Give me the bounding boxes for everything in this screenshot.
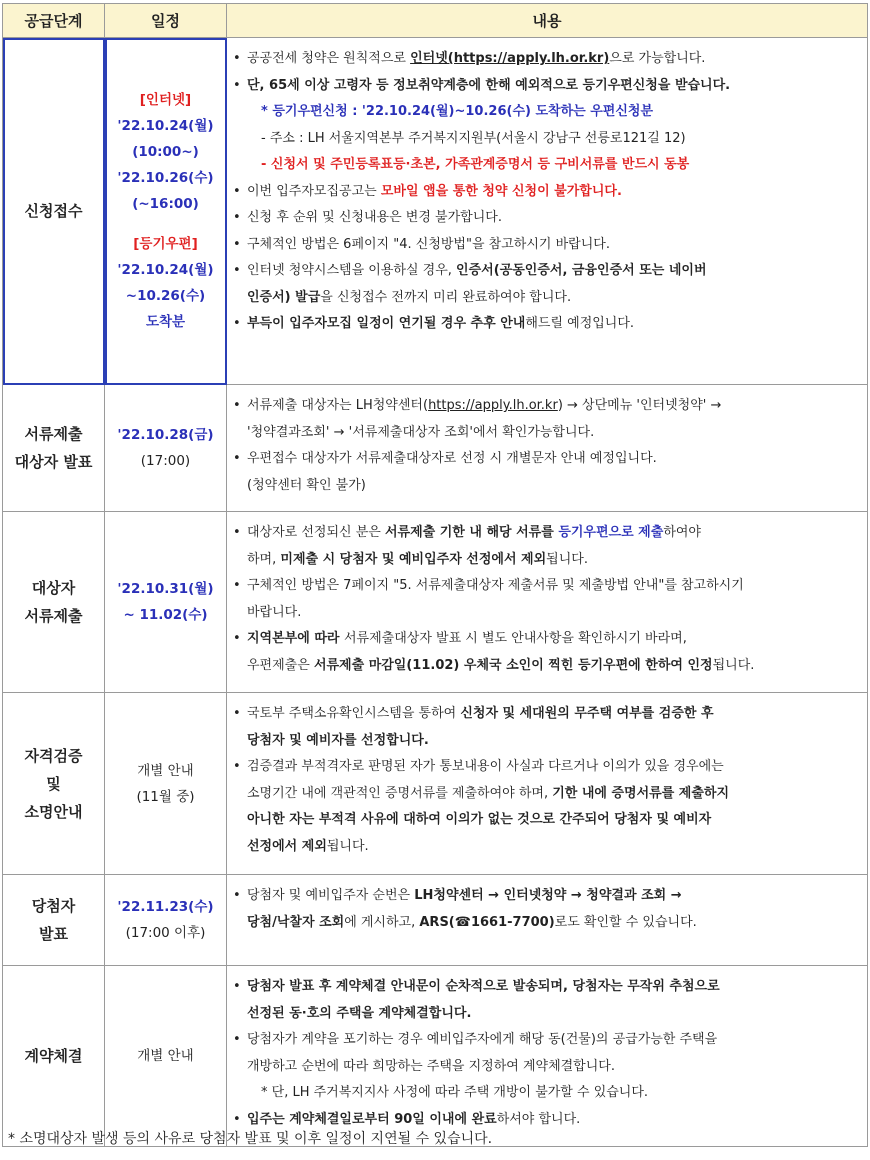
date-line: '22.10.28(금) — [117, 427, 214, 443]
stage-label: 소명안내 — [24, 802, 83, 821]
header-date: 일정 — [105, 4, 227, 38]
list-item: • 신청 후 순위 및 신청내용은 변경 불가합니다. — [233, 210, 502, 225]
table-row — [3, 385, 868, 512]
header-content: 내용 — [227, 4, 868, 38]
list-item: • 검증결과 부적격자로 판명된 자가 통보내용이 사실과 다르거나 이의가 있을 경우에는 소명기간 내에 객관적인 증명서류를 제출하여야 하며, 기한 내에 증명서류를 제출하지 아니한 자는 부적격 사유에 대하여 이의가 없는 것으로 간주되어 당첨자 및 예비자 선정에서 제외됩니다. — [233, 759, 730, 854]
stage-cell — [3, 966, 105, 1147]
list-item: • 대상자로 선정되신 분은 서류제출 기한 내 해당 서류를 등기우편으로 제출하여야 하며, 미제출 시 당첨자 및 예비입주자 선정에서 제외됩니다. — [233, 525, 701, 567]
content-cell — [227, 385, 868, 512]
date-cell — [105, 693, 227, 875]
table-row — [3, 38, 868, 385]
list-item: * 단, LH 주거복지지사 사정에 따라 주택 개방이 불가할 수 있습니다. — [261, 1085, 649, 1100]
date-cell — [105, 512, 227, 693]
list-item: • 당첨자 발표 후 계약체결 안내문이 순차적으로 발송되며, 당첨자는 무작위 추첨으로 선정된 동·호의 주택을 계약체결합니다. — [233, 979, 720, 1021]
table-row — [3, 875, 868, 966]
date-line: (11월 중) — [136, 788, 195, 805]
date-line: (10:00~) — [132, 144, 199, 160]
list-item: • 입주는 계약체결일로부터 90일 이내에 완료하셔야 합니다. — [233, 1111, 581, 1127]
date-line: [등기우편] — [133, 236, 198, 252]
list-item: • 우편접수 대상자가 서류제출대상자로 선정 시 개별문자 안내 예정입니다. (청약센터 확인 불가) — [233, 451, 657, 493]
content-cell — [227, 966, 868, 1147]
stage-label: 자격검증 — [24, 746, 83, 765]
list-item: • 단, 65세 이상 고령자 등 정보취약계층에 한해 예외적으로 등기우편신청을 받습니다. — [233, 77, 731, 93]
content-cell — [227, 693, 868, 875]
date-cell — [105, 38, 227, 385]
content-cell — [227, 38, 868, 385]
list-item: • 공공전세 청약은 원칙적으로 인터넷(https://apply.lh.or.kr)으로 가능합니다. — [233, 51, 706, 66]
list-item: • 구체적인 방법은 6페이지 "4. 신청방법"을 참고하시기 바랍니다. — [233, 236, 610, 252]
date-line: ~ 11.02(수) — [123, 607, 208, 623]
list-item: • 지역본부에 따라 서류제출대상자 발표 시 별도 안내사항을 확인하시기 바라며, 우편제출은 서류제출 마감일(11.02) 우체국 소인이 찍힌 등기우편에 한하여 인정됩니다. — [233, 631, 755, 673]
footnote: * 소명대상자 발생 등의 사유로 당첨자 발표 및 이후 일정이 지연될 수 있습니다. — [8, 1131, 493, 1147]
stage-label: 서류제출 — [24, 607, 83, 625]
date-line: '22.10.26(수) — [117, 170, 214, 186]
schedule-table — [2, 3, 868, 1147]
stage-label: 대상자 발표 — [14, 453, 93, 471]
stage-label: 당첨자 — [31, 897, 76, 915]
list-item: • 구체적인 방법은 7페이지 "5. 서류제출대상자 제출서류 및 제출방법 안내"를 참고하시기 바랍니다. — [233, 578, 744, 620]
date-line: '22.10.24(월) — [117, 262, 214, 278]
stage-label: 신청접수 — [24, 202, 83, 220]
list-item: • 부득이 입주자모집 일정이 연기될 경우 추후 안내해드릴 예정입니다. — [233, 316, 635, 331]
content-cell — [227, 875, 868, 966]
stage-label: 대상자 — [31, 579, 76, 597]
date-line: 도착분 — [145, 314, 186, 330]
date-line: 개별 안내 — [137, 762, 194, 779]
date-line: ~10.26(수) — [125, 288, 206, 304]
date-line: (17:00 이후) — [125, 925, 206, 941]
date-line: 개별 안내 — [137, 1048, 194, 1064]
date-line: (17:00) — [140, 453, 191, 469]
header-stage: 공급단계 — [3, 4, 105, 38]
list-item: - 주소 : LH 서울지역본부 주거복지지원부(서울시 강남구 선릉로121길 12) — [261, 130, 686, 146]
date-cell — [105, 385, 227, 512]
stage-label: 및 — [46, 774, 61, 793]
date-line: '22.10.31(월) — [117, 581, 214, 597]
list-item: • 인터넷 청약시스템을 이용하실 경우, 인증서(공동인증서, 금융인증서 또는 네이버 인증서) 발급을 신청접수 전까지 미리 완료하여야 합니다. — [233, 263, 707, 305]
stage-cell — [3, 875, 105, 966]
content-cell — [227, 512, 868, 693]
stage-label: 서류제출 — [24, 425, 83, 443]
date-line: [인터넷] — [139, 92, 192, 108]
stage-cell — [3, 38, 105, 385]
stage-cell — [3, 385, 105, 512]
stage-label: 발표 — [39, 925, 68, 943]
table-header-row — [3, 4, 868, 38]
list-item: • 당첨자 및 예비입주자 순번은 LH청약센터 → 인터넷청약 → 청약결과 조회 → 당첨/낙찰자 조회에 게시하고, ARS(☎1661-7700)로도 확인할 수 있습니다. — [233, 888, 697, 930]
stage-cell — [3, 512, 105, 693]
list-item: • 국토부 주택소유확인시스템을 통하여 신청자 및 세대원의 무주택 여부를 검증한 후 당첨자 및 예비자를 선정합니다. — [233, 706, 714, 748]
date-cell — [105, 966, 227, 1147]
stage-cell — [3, 693, 105, 875]
list-item: • 이번 입주자모집공고는 모바일 앱을 통한 청약 신청이 불가합니다. — [233, 183, 622, 199]
table-row — [3, 693, 868, 875]
list-item: • 당첨자가 계약을 포기하는 경우 예비입주자에게 해당 동(건물)의 공급가능한 주택을 개방하고 순번에 따라 희망하는 주택을 지정하여 계약체결합니다. — [233, 1032, 718, 1074]
list-item: * 등기우편신청 : '22.10.24(월)~10.26(수) 도착하는 우편신청분 — [261, 104, 654, 119]
stage-label: 계약체결 — [24, 1047, 83, 1065]
date-line: '22.11.23(수) — [117, 899, 214, 915]
table-row — [3, 966, 868, 1147]
list-item: - 신청서 및 주민등록표등·초본, 가족관계증명서 등 구비서류를 반드시 동봉 — [261, 157, 690, 172]
date-line: (~16:00) — [132, 196, 199, 212]
date-cell — [105, 875, 227, 966]
table-row — [3, 512, 868, 693]
list-item: • 서류제출 대상자는 LH청약센터(https://apply.lh.or.kr) → 상단메뉴 '인터넷청약' → '청약결과조회' → '서류제출대상자 조회'에서 확인가능합니다. — [233, 398, 722, 440]
date-line: '22.10.24(월) — [117, 118, 214, 134]
